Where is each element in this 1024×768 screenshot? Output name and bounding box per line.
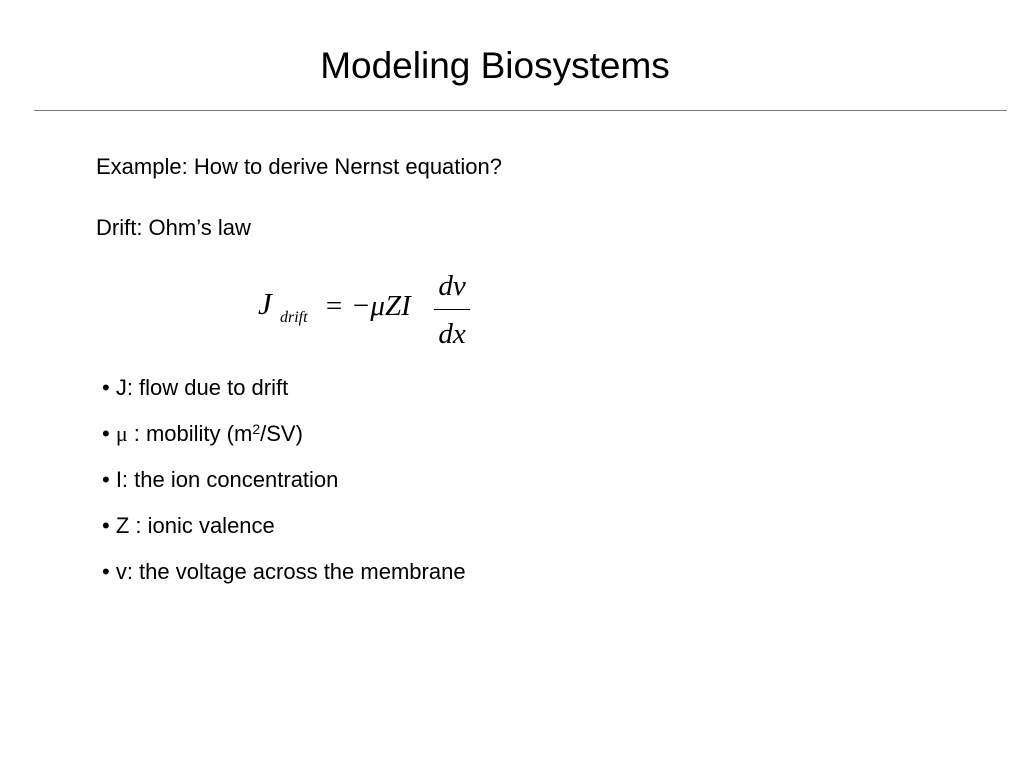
fraction-numerator: dv bbox=[438, 270, 466, 302]
definition-list bbox=[102, 374, 466, 604]
mobility-unit-suffix: /SV) bbox=[260, 421, 303, 446]
equation-rhs: = −μZI bbox=[324, 290, 411, 322]
title-divider bbox=[34, 110, 1007, 111]
fraction-bar bbox=[434, 309, 470, 310]
slide-title: Modeling Biosystems bbox=[320, 45, 670, 86]
list-item: • J: flow due to drift bbox=[102, 375, 289, 400]
equation-lhs-subscript: drift bbox=[280, 309, 308, 326]
list-item: • v: the voltage across the membrane bbox=[102, 559, 466, 584]
list-item: • I: the ion concentration bbox=[102, 467, 339, 492]
mobility-text: : mobility (m bbox=[127, 421, 253, 446]
fraction-denominator: dx bbox=[438, 318, 466, 350]
superscript-two: 2 bbox=[252, 421, 261, 437]
intro-text: Example: How to derive Nernst equation? bbox=[96, 154, 502, 179]
list-item: • Z : ionic valence bbox=[102, 513, 275, 538]
mu-symbol: μ bbox=[115, 421, 128, 446]
drift-heading: Drift: Ohm’s law bbox=[96, 215, 251, 240]
bullet-prefix: • bbox=[102, 421, 116, 446]
equation-lhs-symbol: J bbox=[258, 286, 272, 321]
list-item bbox=[102, 420, 466, 466]
drift-equation bbox=[258, 268, 488, 358]
